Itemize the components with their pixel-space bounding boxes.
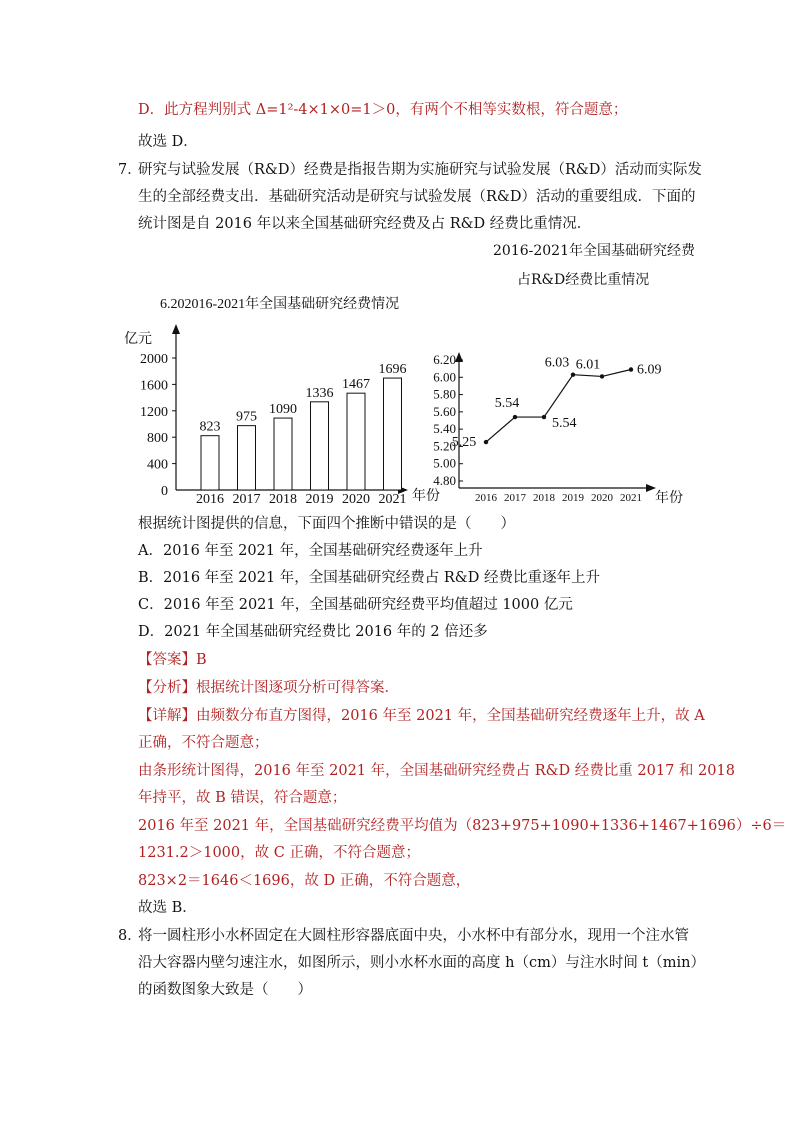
data-point [629, 367, 633, 371]
q7-number: 7． [118, 162, 142, 178]
right-chart-title-line-1: 2016-2021年全国基础研究经费 [493, 243, 695, 259]
bar-y-tick-label: 1600 [140, 378, 168, 394]
bar-x-tick-label: 2019 [305, 492, 334, 507]
line-y-tick-label: 5.80 [433, 386, 456, 402]
q7-prompt: 根据统计图提供的信息，下面四个推断中错误的是（ ） [138, 516, 515, 532]
bar-x-tick-label: 2020 [342, 492, 370, 507]
line-y-tick-label: 5.20 [433, 438, 456, 454]
detail-line-7: 823×2＝1646＜1696，故 D 正确，不符合题意， [138, 873, 471, 889]
point-value-label: 6.03 [544, 355, 570, 371]
q7-option-c: C．2016 年至 2021 年，全国基础研究经费平均值超过 1000 亿元 [138, 597, 573, 613]
bar-chart-title: 6.202016-2021年全国基础研究经费情况 [160, 297, 400, 312]
detail-line-4: 年持平，故 B 错误，符合题意； [138, 790, 347, 806]
q7-final: 故选 B． [138, 900, 197, 916]
answer-value: B [196, 652, 207, 668]
line-x-tick-label: 2018 [533, 492, 555, 504]
bar-y-tick-label: 2000 [140, 352, 168, 367]
line-y-tick-label: 4.80 [433, 473, 456, 488]
line-chart-xlabel: 年份 [655, 491, 683, 506]
point-value-label: 6.09 [637, 362, 662, 378]
bar [274, 418, 292, 490]
detail-text-1: 由频数分布直方图得，2016 年至 2021 年，全国基础研究经费逐年上升，故 A [196, 708, 705, 724]
answer-tag: 【答案】 [138, 652, 196, 668]
q7-stem-line-3: 统计图是自 2016 年以来全国基础研究经费及占 R&D 经费比重情况． [138, 216, 592, 232]
bar [201, 436, 219, 490]
detail-line-2: 正确，不符合题意； [138, 735, 269, 751]
bar-value-label: 1696 [378, 362, 407, 378]
line-y-tick-label: 6.20 [433, 352, 456, 367]
point-value-label: 5.54 [552, 416, 577, 432]
bar-value-label: 1336 [305, 385, 334, 401]
bar-y-tick-label: 1200 [140, 404, 168, 420]
bar-x-tick-label: 2017 [232, 492, 261, 507]
line-y-tick-label: 5.00 [433, 455, 456, 471]
q7-stem-line-2: 生的全部经费支出．基础研究活动是研究与试验发展（R&D）活动的重要组成．下面的 [138, 189, 696, 205]
q8-line-1: 将一圆柱形小水杯固定在大圆柱形容器底面中央，小水杯中有部分水，现用一个注水管 [138, 928, 689, 944]
line-x-tick-label: 2019 [562, 492, 584, 504]
line-x-tick-label: 2017 [504, 492, 526, 504]
bar-chart [124, 295, 440, 507]
detail-line-3: 由条形统计图得，2016 年至 2021 年，全国基础研究经费占 R&D 经费比重 2017 和 2018 [138, 763, 735, 779]
bar-chart-ylabel: 亿元 [124, 332, 152, 347]
data-point [484, 440, 488, 444]
q8-number: 8． [118, 928, 142, 944]
line-x-tick-label: 2016 [475, 492, 497, 504]
bar-x-tick-label: 2016 [196, 492, 224, 507]
bar-y-arrow [172, 324, 180, 334]
line-y-tick-label: 6.00 [433, 369, 456, 385]
bar [311, 402, 329, 490]
data-point [542, 415, 546, 419]
bar-series [196, 362, 407, 507]
point-value-label: 6.01 [575, 357, 601, 373]
answer-line [138, 650, 207, 670]
q8-line-3: 的函数图象大致是（ ） [138, 982, 312, 998]
bar-value-label: 1090 [269, 402, 297, 418]
q7-stem-line-1: 研究与试验发展（R&D）经费是指报告期为实施研究与试验发展（R&D）活动而实际发 [138, 162, 702, 178]
point-value-label: 5.54 [494, 396, 520, 412]
analysis-line [138, 678, 399, 698]
bar-y-tick-label: 800 [147, 431, 168, 447]
line-series [452, 356, 662, 504]
option-d-previous: D．此方程判别式 Δ=1²-4×1×0=1＞0，有两个不相等实数根，符合题意； [138, 102, 628, 118]
q8-line-2: 沿大容器内壁匀速注水，如图所示，则小水杯水面的高度 h（cm）与注水时间 t（min） [138, 955, 705, 971]
bar-x-tick-label: 2018 [269, 492, 297, 507]
point-value-label: 5.25 [451, 435, 477, 451]
bar-value-label: 1467 [342, 377, 370, 393]
bar-x-tick-label: 2021 [378, 492, 407, 507]
detail-tag: 【详解】 [138, 708, 196, 724]
line-x-tick-label: 2021 [620, 492, 642, 504]
line-y-tick-label: 5.40 [433, 421, 456, 437]
bar [384, 378, 402, 490]
previous-conclusion: 故选 D． [138, 134, 198, 150]
bar-value-label: 975 [236, 409, 257, 425]
data-point [513, 415, 517, 419]
data-point [600, 374, 604, 378]
line-x-tick-label: 2020 [591, 492, 613, 504]
data-point [571, 372, 575, 376]
bar-y-tick-label: 400 [147, 457, 168, 473]
bar-chart-xlabel: 年份 [412, 489, 440, 504]
q7-option-d: D．2021 年全国基础研究经费比 2016 年的 2 倍还多 [138, 624, 488, 640]
charts-figure [0, 0, 794, 520]
bar [238, 426, 256, 490]
line-chart [433, 352, 683, 506]
bar-value-label: 823 [199, 419, 221, 435]
q7-option-b: B．2016 年至 2021 年，全国基础研究经费占 R&D 经费比重逐年上升 [138, 570, 600, 586]
analysis-tag: 【分析】 [138, 680, 196, 696]
line-y-tick-label: 5.60 [433, 403, 456, 419]
bar-y-tick-label: 0 [161, 484, 168, 499]
bar-y-ticks [140, 352, 176, 499]
right-chart-title-line-2: 占R&D经费比重情况 [517, 272, 650, 288]
detail-line-1 [138, 706, 705, 726]
detail-line-5: 2016 年至 2021 年，全国基础研究经费平均值为（823+975+1090+1336+1467+1696）÷6＝ [138, 818, 787, 834]
q7-option-a: A．2016 年至 2021 年，全国基础研究经费逐年上升 [138, 543, 483, 559]
bar [347, 393, 365, 490]
detail-line-6: 1231.2＞1000，故 C 正确，不符合题意； [138, 845, 420, 861]
analysis-text: 根据统计图逐项分析可得答案． [196, 680, 399, 696]
